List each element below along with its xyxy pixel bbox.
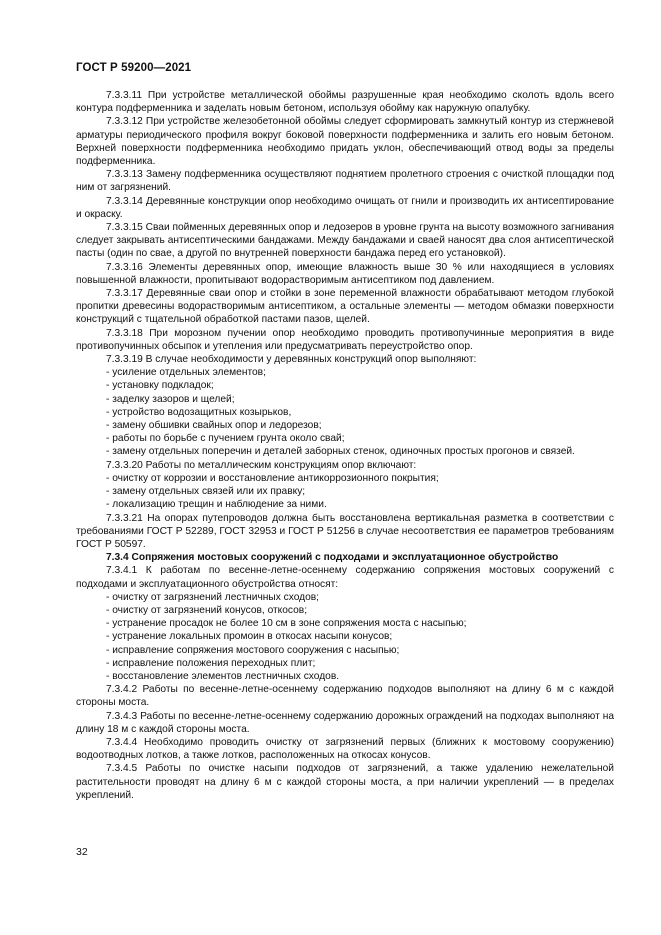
- list-item: - очистку от коррозии и восстановление антикоррозионного покрытия;: [106, 472, 439, 484]
- paragraph: 7.3.3.15 Сваи пойменных деревянных опор и ледозеров в уровне грунта на высоту возможного загнивания следует закрывать антисептическими бандажами. Между бандажами и сваей наносят два слоя антисептической пасты (один по свае, а другой по внутренней поверхности бандажа перед его установкой).: [76, 222, 614, 260]
- list-item: - исправление сопряжения мостового сооружения с насыпью;: [106, 644, 400, 656]
- paragraph: 7.3.3.16 Элементы деревянных опор, имеющие влажность выше 30 % или находящиеся в условиях повышенной влажности, пропитывают водорастворимым антисептиком под давлением.: [76, 261, 614, 286]
- list-item: - заделку зазоров и щелей;: [106, 393, 235, 405]
- paragraph: 7.3.4.5 Работы по очистке насыпи подходов от загрязнений, а также удалению нежелательной растительности проводят на длину 6 м с каждой стороны моста, а при наличии укреплений — в пределах укреплений.: [76, 763, 614, 801]
- paragraph: 7.3.3.21 На опорах путепроводов должна быть восстановлена вертикальная разметка в соответствии с требованиями ГОСТ Р 52289, ГОСТ 32953 и ГОСТ Р 51256 в случае несоответствия ее параметров требованиям ГОСТ Р 50597.: [76, 512, 614, 550]
- list-item: - устройство водозащитных козырьков,: [106, 406, 292, 418]
- list-item: - замену обшивки свайных опор и ледорезов;: [106, 420, 322, 432]
- list-item: - очистку от загрязнений лестничных сходов;: [106, 591, 320, 603]
- document-header: ГОСТ Р 59200—2021: [76, 62, 192, 74]
- paragraph: 7.3.4.4 Необходимо проводить очистку от загрязнений первых (ближних к мостовому сооружению) водоотводных лотков, а также лотков, расположенных на откосах конусов.: [76, 736, 614, 762]
- paragraph: 7.3.3.17 Деревянные сваи опор и стойки в зоне переменной влажности обрабатывают методом глубокой пропитки древесины водорастворимым антисептиком, а остальные элементы — методом обмазки поверхности конструкций с тщательной обработкой пастами пазов, щелей.: [76, 288, 614, 326]
- section-heading: 7.3.4 Сопряжения мостовых сооружений с подходами и эксплуатационное обустройство: [106, 552, 559, 564]
- paragraph: 7.3.4.2 Работы по весенне-летне-осеннему содержанию подходов выполняют на длину 6 м с каждой стороны моста.: [76, 684, 614, 709]
- list-item: - восстановление элементов лестничных сходов.: [106, 670, 340, 682]
- list-item: - устранение локальных промоин в откосах насыпи конусов;: [106, 631, 393, 643]
- page-number: 32: [76, 846, 88, 858]
- list-item: - установку подкладок;: [106, 380, 214, 392]
- list-item: - замену отдельных поперечин и деталей заборных стенок, одиночных простых прогонов и связей.: [106, 446, 575, 458]
- list-item: - усиление отдельных элементов;: [106, 367, 266, 379]
- document-body: [76, 89, 614, 802]
- paragraph: 7.3.4.3 Работы по весенне-летне-осеннему содержанию дорожных ограждений на подходах выполняют на длину 18 м с каждой стороны моста.: [76, 710, 614, 735]
- paragraph: 7.3.3.20 Работы по металлическим конструкциям опор включают:: [106, 459, 417, 471]
- paragraph: 7.3.4.1 К работам по весенне-летне-осеннему содержанию сопряжения мостовых сооружений с подходами и эксплуатационного обустройства относят:: [76, 565, 614, 590]
- paragraph: 7.3.3.19 В случае необходимости у деревянных конструкций опор выполняют:: [106, 354, 477, 366]
- list-item: - очистку от загрязнений конусов, откосов;: [106, 604, 308, 616]
- list-item: - локализацию трещин и наблюдение за ними.: [106, 499, 327, 511]
- paragraph: 7.3.3.14 Деревянные конструкции опор необходимо очищать от гнили и производить их антисептирование и окраску.: [76, 195, 614, 220]
- list-item: - исправление положения переходных плит;: [106, 657, 316, 669]
- list-item: - замену отдельных связей или их правку;: [106, 486, 306, 498]
- paragraph: 7.3.3.12 При устройстве железобетонной обоймы следует сформировать замкнутый контур из стержневой арматуры периодического профиля вокруг боковой поверхности подферменника и залить его новым бетоном. Верхней поверхности подферменника необходимо придать уклон, обеспечивающий отвод воды за пределы подферменника.: [76, 116, 614, 168]
- paragraph: 7.3.3.18 При морозном пучении опор необходимо проводить противопучинные мероприятия в виде противопучинных обсыпок и утепления или предусматривать переустройство опор.: [76, 327, 614, 352]
- paragraph: 7.3.3.13 Замену подферменника осуществляют поднятием пролетного строения с очисткой площадки под ним от загрязнений.: [76, 169, 614, 194]
- list-item: - устранение просадок не более 10 см в зоне сопряжения моста с насыпью;: [106, 618, 467, 630]
- list-item: - работы по борьбе с пучением грунта около свай;: [106, 433, 345, 445]
- paragraph: 7.3.3.11 При устройстве металлической обоймы разрушенные края необходимо сколоть вдоль всего контура подферменника и заделать новым бетоном, используя обойму как наружную опалубку.: [76, 90, 614, 115]
